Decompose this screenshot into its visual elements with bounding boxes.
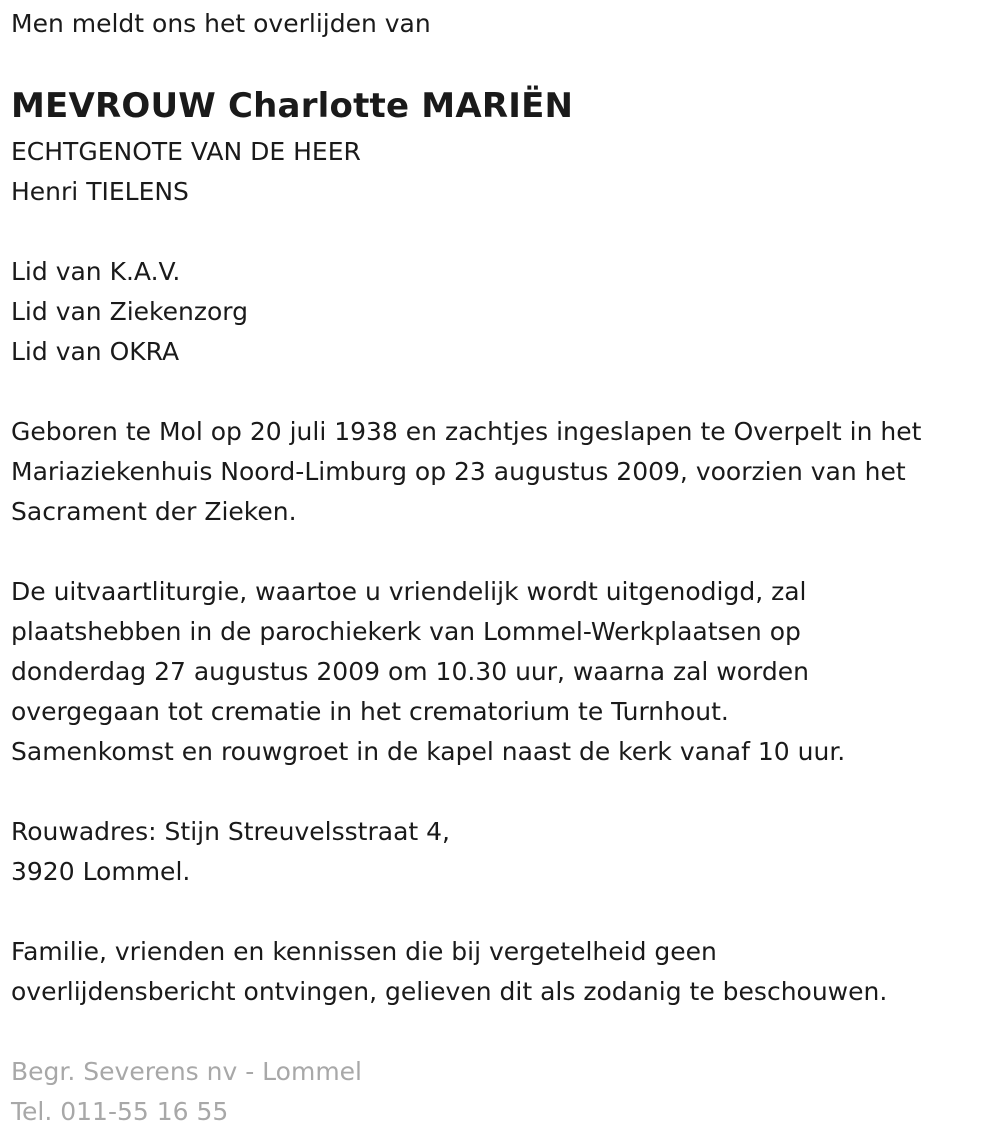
undertaker-name: Begr. Severens nv - Lommel <box>11 1057 363 1086</box>
deceased-name: MEVROUW Charlotte MARIËN <box>11 86 574 126</box>
paragraph-line: Familie, vrienden en kennissen die bij vergetelheid geen <box>11 937 717 966</box>
paragraph-line: overlijdensbericht ontvingen, gelieven dit als zodanig te beschouwen. <box>11 977 888 1006</box>
spacer <box>11 532 1000 572</box>
membership-item: Lid van Ziekenzorg <box>11 297 248 326</box>
spouse-line-2: Henri TIELENS <box>11 177 189 206</box>
memberships-list <box>11 252 1000 372</box>
paragraph-line: overgegaan tot crematie in het crematorium te Turnhout. <box>11 697 729 726</box>
paragraph-line: Sacrament der Zieken. <box>11 497 297 526</box>
intro-text: Men meldt ons het overlijden van <box>11 9 431 38</box>
paragraph-line: Samenkomst en rouwgroet in de kapel naast de kerk vanaf 10 uur. <box>11 737 846 766</box>
address-line: Rouwadres: Stijn Streuvelsstraat 4, <box>11 817 451 846</box>
paragraph-line: Mariaziekenhuis Noord-Limburg op 23 augustus 2009, voorzien van het <box>11 457 906 486</box>
membership-item: Lid van OKRA <box>11 337 180 366</box>
spacer <box>11 892 1000 932</box>
spacer <box>11 1012 1000 1052</box>
membership-item: Lid van K.A.V. <box>11 257 181 286</box>
birth-paragraph <box>11 412 1000 532</box>
undertaker-phone: Tel. 011-55 16 55 <box>11 1097 229 1126</box>
mourning-address <box>11 812 1000 892</box>
paragraph-line: De uitvaartliturgie, waartoe u vriendelijk wordt uitgenodigd, zal <box>11 577 807 606</box>
paragraph-line: plaatshebben in de parochiekerk van Lommel-Werkplaatsen op <box>11 617 801 646</box>
paragraph-line: donderdag 27 augustus 2009 om 10.30 uur, waarna zal worden <box>11 657 809 686</box>
funeral-paragraph <box>11 572 1000 772</box>
spacer <box>11 772 1000 812</box>
address-line: 3920 Lommel. <box>11 857 191 886</box>
paragraph-line: Geboren te Mol op 20 juli 1938 en zachtjes ingeslapen te Overpelt in het <box>11 417 922 446</box>
closing-paragraph <box>11 932 1000 1012</box>
spouse-line-1: ECHTGENOTE VAN DE HEER <box>11 137 361 166</box>
spacer <box>11 212 1000 252</box>
undertaker-info <box>11 1052 1000 1132</box>
spacer <box>11 372 1000 412</box>
